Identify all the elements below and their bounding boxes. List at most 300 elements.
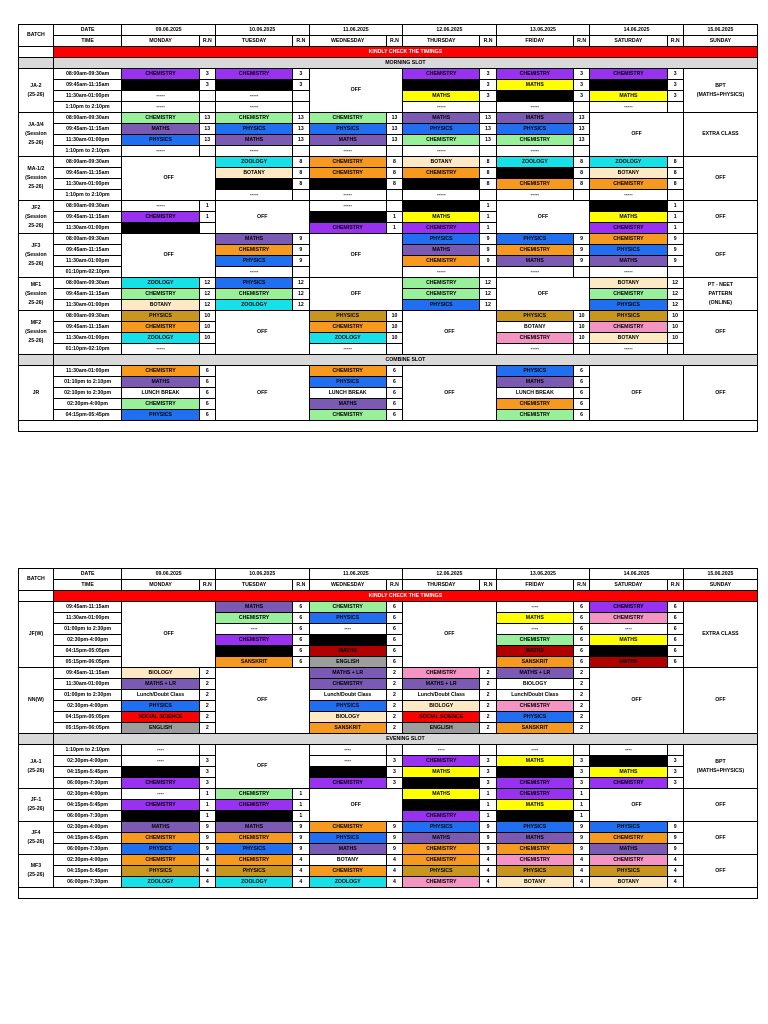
subject-cell: MATHS xyxy=(590,212,667,223)
room-number: 8 xyxy=(480,157,496,168)
date-4: 13.06.2025 xyxy=(496,569,590,580)
room-number xyxy=(293,190,309,201)
time-slot: 09:45am-11:15am xyxy=(53,245,122,256)
subject-cell: ----- xyxy=(122,344,199,355)
room-number: 13 xyxy=(293,135,309,146)
room-number: 10 xyxy=(667,311,683,322)
subject-cell: BIOLOGY xyxy=(496,679,573,690)
subject-cell: CHEMISTRY xyxy=(309,866,386,877)
subject-cell: PHYSICS xyxy=(403,866,480,877)
subject-cell: ---- xyxy=(215,624,292,635)
schedule-row xyxy=(19,333,758,344)
time-slot: 04:15pm-5:45pm xyxy=(53,833,122,844)
room-number: 9 xyxy=(480,245,496,256)
room-number xyxy=(480,146,496,157)
room-number: 6 xyxy=(573,657,589,668)
room-number: 12 xyxy=(293,278,309,289)
room-number: 9 xyxy=(667,822,683,833)
room-number: 10 xyxy=(573,322,589,333)
day-3: THURSDAY xyxy=(403,580,480,591)
room-number: 2 xyxy=(480,668,496,679)
time-slot: 11:30am-01:00pm xyxy=(53,179,122,190)
subject-cell: LUNCH BREAK xyxy=(309,388,386,399)
sunday-note: BPT (MATHS+PHYSICS) xyxy=(683,69,757,113)
room-number: 3 xyxy=(386,778,402,789)
header-row-dates xyxy=(19,569,758,580)
room-number: 6 xyxy=(386,377,402,388)
schedule-row xyxy=(19,223,758,234)
off-cell: OFF xyxy=(590,668,684,734)
subject-cell: PHYSICS xyxy=(122,701,199,712)
subject-cell: ----- xyxy=(309,201,386,212)
room-number: 1 xyxy=(293,811,309,822)
room-number: 3 xyxy=(199,767,215,778)
subject-cell: MATHS xyxy=(590,91,667,102)
date-6: 15.06.2025 xyxy=(683,569,757,580)
batch-name: MF3 (25-26) xyxy=(19,855,54,888)
sunday-note: PT - NEET PATTERN (ONLINE) xyxy=(683,278,757,311)
room-number: 13 xyxy=(386,113,402,124)
room-number xyxy=(573,102,589,113)
notice-blank xyxy=(19,47,54,58)
room-number: 2 xyxy=(386,712,402,723)
subject-cell: PHYSICS xyxy=(122,866,199,877)
time-slot: 04:15pm-5:45pm xyxy=(53,866,122,877)
subject-cell: PHYSICS xyxy=(590,822,667,833)
room-number xyxy=(667,344,683,355)
subject-cell: PHYSICS xyxy=(590,245,667,256)
subject-cell: CHEMISTRY xyxy=(309,113,386,124)
subject-cell: CHEMISTRY xyxy=(496,245,573,256)
subject-cell: CHEMISTRY xyxy=(122,778,199,789)
batch-name: JF3 (Session 25-26) xyxy=(19,234,54,278)
room-number: 4 xyxy=(667,855,683,866)
room-number: 12 xyxy=(480,300,496,311)
subject-cell: ---- xyxy=(496,624,573,635)
subject-cell: CHEMISTRY xyxy=(496,701,573,712)
room-number xyxy=(667,190,683,201)
subject-cell: CHEMISTRY xyxy=(215,69,292,80)
room-number: 2 xyxy=(480,723,496,734)
room-number: 1 xyxy=(386,223,402,234)
room-number: 10 xyxy=(386,333,402,344)
subject-cell: ----- xyxy=(496,146,573,157)
room-number: 3 xyxy=(480,778,496,789)
subject-cell: LUNCH BREAK xyxy=(496,388,573,399)
subject-cell: CHEMISTRY xyxy=(215,245,292,256)
room-number: 6 xyxy=(293,635,309,646)
room-number: 2 xyxy=(573,668,589,679)
subject-cell: MATHS xyxy=(496,377,573,388)
room-number: 9 xyxy=(573,234,589,245)
room-number: 2 xyxy=(480,701,496,712)
subject-cell: MATHS xyxy=(496,256,573,267)
subject-cell: CHEMISTRY xyxy=(309,366,386,377)
subject-cell: MATHS + LR xyxy=(496,668,573,679)
subject-cell: BIOLOGY xyxy=(403,701,480,712)
subject-cell: PHYSICS xyxy=(215,179,292,190)
subject-cell: CHEMISTRY xyxy=(309,822,386,833)
room-number: 1 xyxy=(199,800,215,811)
sunday-note: OFF xyxy=(683,157,757,201)
room-number: 13 xyxy=(386,135,402,146)
room-number: 9 xyxy=(386,844,402,855)
subject-cell: PHYSICS xyxy=(496,124,573,135)
room-number: 3 xyxy=(573,756,589,767)
room-number: 9 xyxy=(199,822,215,833)
room-number: 4 xyxy=(480,866,496,877)
time-label: TIME xyxy=(53,580,122,591)
time-slot: 1:10pm to 2:10pm xyxy=(53,102,122,113)
subject-cell: MATHS xyxy=(496,833,573,844)
room-number xyxy=(199,745,215,756)
room-number: 1 xyxy=(199,811,215,822)
subject-cell: CHEMISTRY xyxy=(309,157,386,168)
schedule-row xyxy=(19,157,758,168)
time-slot: 02:30pm-4:00pm xyxy=(53,789,122,800)
subject-cell: PHYSICS xyxy=(403,822,480,833)
room-number: 2 xyxy=(480,690,496,701)
schedule-row xyxy=(19,201,758,212)
room-number: 12 xyxy=(667,289,683,300)
room-number: 13 xyxy=(573,124,589,135)
room-number: 8 xyxy=(667,157,683,168)
time-slot: 01:00pm to 2:30pm xyxy=(53,690,122,701)
subject-cell: CHEMISTRY xyxy=(496,635,573,646)
room-number: 8 xyxy=(293,168,309,179)
subject-cell: CHEMISTRY xyxy=(403,811,480,822)
subject-cell: ENGLISH xyxy=(122,723,199,734)
subject-cell: ----- xyxy=(122,146,199,157)
room-number: 9 xyxy=(293,245,309,256)
off-cell: OFF xyxy=(309,69,403,113)
subject-cell: CHEMISTRY xyxy=(122,322,199,333)
room-number: 9 xyxy=(293,822,309,833)
room-number: 6 xyxy=(293,624,309,635)
subject-cell: CHEMISTRY xyxy=(215,855,292,866)
slot-title: COMBINE SLOT xyxy=(53,355,757,366)
schedule-row xyxy=(19,855,758,866)
room-number: 2 xyxy=(386,668,402,679)
subject-cell: ----- xyxy=(215,102,292,113)
room-number: 9 xyxy=(480,833,496,844)
time-slot: 09:45am-11:15am xyxy=(53,168,122,179)
schedule-row xyxy=(19,366,758,377)
room-number: 13 xyxy=(199,135,215,146)
off-cell: OFF xyxy=(403,602,497,668)
room-number: 10 xyxy=(386,322,402,333)
time-slot: 09:45am-11:15am xyxy=(53,668,122,679)
room-number: 8 xyxy=(667,179,683,190)
room-number: 6 xyxy=(667,602,683,613)
sunday-note: EXTRA CLASS xyxy=(683,602,757,668)
time-slot: 11:30am-01:00pm xyxy=(53,366,122,377)
room-number: 3 xyxy=(199,80,215,91)
subject-cell: ----- xyxy=(403,267,480,278)
subject-cell: MATHS xyxy=(309,399,386,410)
subject-cell: MATHS xyxy=(403,767,480,778)
subject-cell: PHYSICS xyxy=(309,833,386,844)
schedule-row xyxy=(19,668,758,679)
subject-cell: PHYSICS xyxy=(122,767,199,778)
batch-name: JF2 (Session 25-26) xyxy=(19,201,54,234)
room-number: 13 xyxy=(199,113,215,124)
subject-cell: PHYSICS xyxy=(122,844,199,855)
time-slot: 09:45am-11:15am xyxy=(53,212,122,223)
room-number: 6 xyxy=(573,377,589,388)
subject-cell: CHEMISTRY xyxy=(215,113,292,124)
subject-cell: ----- xyxy=(309,146,386,157)
subject-cell: CHEMISTRY xyxy=(403,168,480,179)
subject-cell: PHYSICS xyxy=(496,811,573,822)
room-number: 3 xyxy=(199,69,215,80)
subject-cell: CHEMISTRY xyxy=(215,800,292,811)
rn-label: R.N xyxy=(293,36,309,47)
time-slot: 08:00am-09:30am xyxy=(53,113,122,124)
subject-cell: PHYSICS xyxy=(215,124,292,135)
room-number xyxy=(293,102,309,113)
subject-cell: PHYSICS xyxy=(309,613,386,624)
room-number: 3 xyxy=(480,91,496,102)
subject-cell: ZOOLOGY xyxy=(496,157,573,168)
subject-cell: PHYSICS xyxy=(403,234,480,245)
room-number: 9 xyxy=(480,844,496,855)
subject-cell: CHEMISTRY xyxy=(496,399,573,410)
room-number: 6 xyxy=(199,366,215,377)
subject-cell: PHYSICS xyxy=(496,712,573,723)
time-slot: 01:10pm to 2:10pm xyxy=(53,377,122,388)
subject-cell: PHYSICS xyxy=(215,646,292,657)
spacer xyxy=(19,421,758,432)
slot-title-blank xyxy=(19,734,54,745)
room-number xyxy=(573,190,589,201)
subject-cell: MATHS xyxy=(403,789,480,800)
date-3: 12.06.2025 xyxy=(403,25,497,36)
subject-cell: MATHS xyxy=(496,613,573,624)
schedule-row xyxy=(19,778,758,789)
room-number: 2 xyxy=(386,679,402,690)
room-number: 1 xyxy=(573,811,589,822)
subject-cell: CHEMISTRY xyxy=(403,668,480,679)
room-number: 2 xyxy=(199,679,215,690)
subject-cell: SANSKRIT xyxy=(496,723,573,734)
subject-cell: ENGLISH xyxy=(309,657,386,668)
day-2: WEDNESDAY xyxy=(309,580,386,591)
room-number: 9 xyxy=(293,844,309,855)
time-slot: 08:00am-09:30am xyxy=(53,201,122,212)
subject-cell: ---- xyxy=(122,756,199,767)
subject-cell: ---- xyxy=(122,745,199,756)
room-number: 10 xyxy=(667,333,683,344)
room-number: 4 xyxy=(293,866,309,877)
time-slot: 09:45am-11:15am xyxy=(53,602,122,613)
sunday-note: OFF xyxy=(683,822,757,855)
subject-cell: PHYSICS xyxy=(403,800,480,811)
notice-banner: KINDLY CHECK THE TIMINGS xyxy=(53,591,757,602)
time-slot: 11:30am-01:00pm xyxy=(53,679,122,690)
room-number: 1 xyxy=(667,201,683,212)
sunday-note: OFF xyxy=(683,668,757,734)
room-number: 3 xyxy=(386,756,402,767)
subject-cell: CHEMISTRY xyxy=(122,855,199,866)
subject-cell: ---- xyxy=(309,624,386,635)
room-number: 13 xyxy=(293,113,309,124)
subject-cell: ZOOLOGY xyxy=(122,278,199,289)
time-slot: 05:15pm-06:05pm xyxy=(53,723,122,734)
sunday-note: OFF xyxy=(683,789,757,822)
slot-title-row xyxy=(19,355,758,366)
subject-cell: PHYSICS xyxy=(122,811,199,822)
room-number: 4 xyxy=(573,866,589,877)
subject-cell: CHEMISTRY xyxy=(403,844,480,855)
batch-name: MF2 (Session 25-26) xyxy=(19,311,54,355)
rn-label: R.N xyxy=(480,580,496,591)
subject-cell: PHYSICS xyxy=(496,866,573,877)
room-number: 4 xyxy=(667,866,683,877)
spacer-row xyxy=(19,421,758,432)
time-slot: 06:00pm-7:30pm xyxy=(53,844,122,855)
subject-cell: ----- xyxy=(496,344,573,355)
room-number: 9 xyxy=(667,245,683,256)
room-number: 13 xyxy=(386,124,402,135)
room-number: 4 xyxy=(480,855,496,866)
subject-cell: PHYSICS xyxy=(309,635,386,646)
off-cell: OFF xyxy=(496,201,590,234)
subject-cell: MATHS xyxy=(215,234,292,245)
room-number: 12 xyxy=(480,289,496,300)
subject-cell: MATHS xyxy=(496,80,573,91)
subject-cell: PHYSICS xyxy=(309,179,386,190)
room-number xyxy=(386,146,402,157)
subject-cell: ----- xyxy=(215,91,292,102)
spacer xyxy=(19,888,758,899)
time-slot: 11:30am-01:00pm xyxy=(53,91,122,102)
room-number: 9 xyxy=(667,256,683,267)
time-slot: 04:15pm-05:45pm xyxy=(53,410,122,421)
subject-cell: CHEMISTRY xyxy=(496,179,573,190)
subject-cell: PHYSICS xyxy=(403,80,480,91)
subject-cell: ZOOLOGY xyxy=(215,877,292,888)
room-number: 3 xyxy=(480,80,496,91)
subject-cell: CHEMISTRY xyxy=(590,833,667,844)
subject-cell: PHYSICS xyxy=(122,410,199,421)
subject-cell: PHYSICS xyxy=(590,311,667,322)
room-number: 4 xyxy=(573,877,589,888)
time-slot: 02:10pm to 2:30pm xyxy=(53,388,122,399)
room-number: 12 xyxy=(199,300,215,311)
room-number: 3 xyxy=(667,767,683,778)
room-number: 6 xyxy=(386,410,402,421)
room-number xyxy=(199,146,215,157)
subject-cell: CHEMISTRY xyxy=(403,877,480,888)
room-number: 10 xyxy=(386,311,402,322)
subject-cell: PHYSICS xyxy=(122,135,199,146)
time-slot: 09:45am-11:15am xyxy=(53,289,122,300)
room-number: 10 xyxy=(199,311,215,322)
subject-cell: CHEMISTRY xyxy=(590,223,667,234)
schedule-row xyxy=(19,113,758,124)
time-slot: 1:10pm to 2:10pm xyxy=(53,146,122,157)
room-number: 2 xyxy=(573,723,589,734)
rn-label: R.N xyxy=(386,36,402,47)
subject-cell: CHEMISTRY xyxy=(590,179,667,190)
room-number: 2 xyxy=(199,690,215,701)
time-slot: 01:10pm-02:10pm xyxy=(53,267,122,278)
room-number: 1 xyxy=(667,223,683,234)
room-number: 3 xyxy=(573,91,589,102)
date-label: DATE xyxy=(53,569,122,580)
subject-cell: MATHS + LR xyxy=(309,668,386,679)
subject-cell: CHEMISTRY xyxy=(403,289,480,300)
day-0: MONDAY xyxy=(122,580,199,591)
room-number xyxy=(199,91,215,102)
subject-cell: PHYSICS xyxy=(403,124,480,135)
subject-cell: CHEMISTRY xyxy=(309,322,386,333)
subject-cell: CHEMISTRY xyxy=(309,410,386,421)
room-number: 9 xyxy=(573,844,589,855)
notice-row xyxy=(19,47,758,58)
time-slot: 11:30am-01:00pm xyxy=(53,300,122,311)
room-number: 6 xyxy=(386,366,402,377)
room-number: 3 xyxy=(480,767,496,778)
batch-name: MF1 (Session 25-26) xyxy=(19,278,54,311)
schedule-row xyxy=(19,344,758,355)
subject-cell: ----- xyxy=(590,344,667,355)
day-0: MONDAY xyxy=(122,36,199,47)
room-number: 8 xyxy=(386,157,402,168)
subject-cell: MATHS xyxy=(309,646,386,657)
subject-cell: MATHS xyxy=(590,635,667,646)
time-label: TIME xyxy=(53,36,122,47)
subject-cell: ----- xyxy=(215,190,292,201)
room-number xyxy=(199,344,215,355)
room-number: 13 xyxy=(573,113,589,124)
date-1: 10.06.2025 xyxy=(215,569,309,580)
room-number: 2 xyxy=(199,668,215,679)
subject-cell: ---- xyxy=(496,745,573,756)
room-number: 6 xyxy=(573,635,589,646)
room-number: 1 xyxy=(199,212,215,223)
day-5: SATURDAY xyxy=(590,580,667,591)
room-number: 1 xyxy=(480,811,496,822)
room-number: 2 xyxy=(573,712,589,723)
subject-cell: MATHS + LR xyxy=(122,679,199,690)
schedule-row xyxy=(19,278,758,289)
subject-cell: ZOOLOGY xyxy=(590,157,667,168)
subject-cell: PHYSICS xyxy=(309,701,386,712)
room-number: 2 xyxy=(199,712,215,723)
schedule-row xyxy=(19,234,758,245)
room-number xyxy=(573,745,589,756)
off-cell: OFF xyxy=(215,668,309,734)
room-number: 8 xyxy=(573,179,589,190)
subject-cell: ZOOLOGY xyxy=(215,300,292,311)
rn-label: R.N xyxy=(386,580,402,591)
room-number: 6 xyxy=(667,613,683,624)
subject-cell: MATHS xyxy=(122,124,199,135)
time-slot: 04:15pm-05:05pm xyxy=(53,712,122,723)
room-number: 8 xyxy=(573,168,589,179)
subject-cell: PHYSICS xyxy=(215,844,292,855)
subject-cell: CHEMISTRY xyxy=(122,833,199,844)
date-label: DATE xyxy=(53,25,122,36)
subject-cell: CHEMISTRY xyxy=(403,756,480,767)
off-cell: OFF xyxy=(496,278,590,311)
subject-cell: CHEMISTRY xyxy=(496,789,573,800)
room-number: 9 xyxy=(386,833,402,844)
time-slot: 01:00pm to 2:30pm xyxy=(53,624,122,635)
rn-label: R.N xyxy=(480,36,496,47)
